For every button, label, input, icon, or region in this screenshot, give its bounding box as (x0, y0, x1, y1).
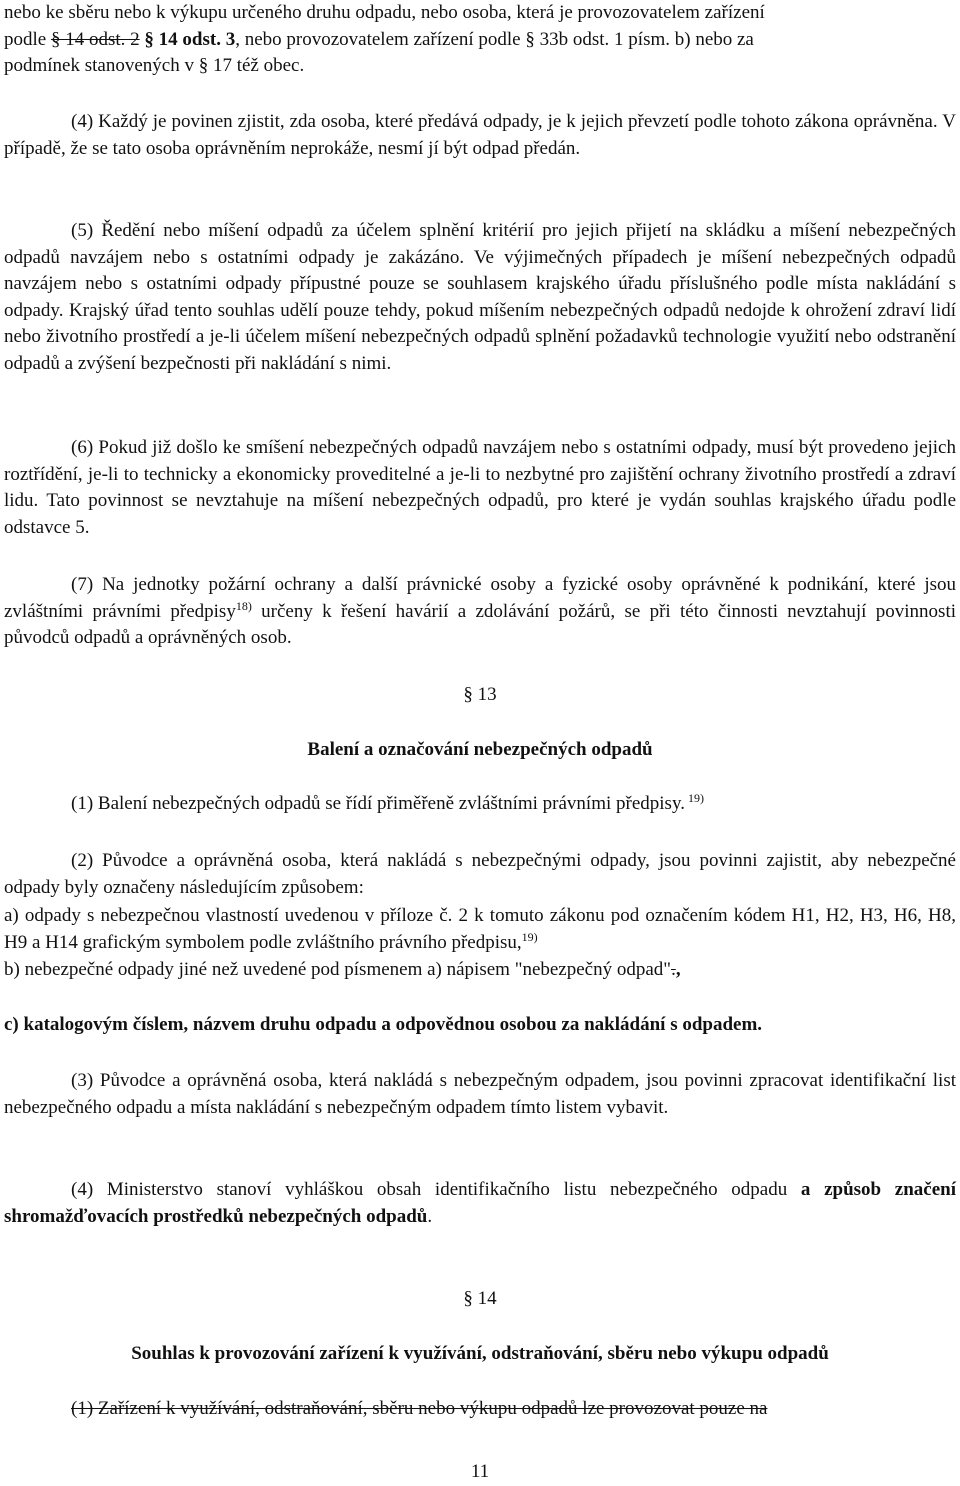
intro-line-3: podmínek stanovených v § 17 též obec. (4, 55, 305, 76)
section-14-number: § 14 (463, 1288, 497, 1309)
struck-reference: § 14 odst. 2 (50, 28, 140, 50)
footnote-ref-19: 19) (684, 791, 704, 805)
paragraph-13-1: (1) Balení nebezpečných odpadů se řídí přiměřeně zvláštními právními předpisy. $^{19)}$ (71, 791, 704, 814)
intro-line-1: nebo ke sběru nebo k výkupu určeného druhu odpadu, nebo osoba, která je provozovatelem zařízení (4, 2, 765, 23)
paragraph-13-2: (2) Původce a oprávněná osoba, která nakládá s nebezpečnými odpady, jsou povinni zajistit, aby nebezpečné odpady byly označeny následujícím způsobem: a) odpady s nebezpečnou vlastností uvedenou v příloze č. 2 k tomuto zákonu pod označením kódem H1, H2, H3, H6, H8, H9 a H14 grafickým symbolem podle zvláštního právního předpisu,$^{19)}$ (4, 850, 956, 953)
footnote-ref-18: 18) (235, 598, 252, 613)
paragraph-12-5: (5) Ředění nebo míšení odpadů za účelem splnění kritérií pro jejich přijetí na skládku a míšení nebezpečných odpadů navzájem nebo s ostatními odpady je zakázáno. Ve výjimečných případech je míšení nebezpečných odpadů navzájem nebo s ostatními odpady přípustné pouze se souhlasem krajského úřadu příslušného podle místa nakládání s odpady. Krajský úřad tento souhlas udělí pouze tehdy, pokud míšením nebezpečných odpadů nedojde k ohrožení zdraví lidí nebo životního prostředí a je-li účelem míšení nebezpečných odpadů splnění požadavků technologie využití nebo odstranění odpadů a zvýšení bezpečnosti při nakládání s nimi. (4, 220, 956, 374)
struck-period: . (671, 959, 676, 980)
section-14-title: Souhlas k provozování zařízení k využívání, odstraňování, sběru nebo výkupu odpadů (131, 1343, 829, 1364)
paragraph-13-4: (4) Ministerstvo stanoví vyhláškou obsah identifikačního listu nebezpečného odpadu a způsob značení shromažďovacích prostředků nebezpečných odpadů. (4, 1179, 957, 1227)
footnote-ref-19b: 19) (521, 929, 538, 944)
item-13-2-b: b) nebezpečné odpady jiné než uvedené pod písmenem a) nápisem "nebezpečný odpad"., (4, 959, 681, 980)
page-number: 11 (470, 1461, 490, 1482)
paragraph-12-4: (4) Každý je povinen zjistit, zda osoba, které předává odpady, je k jejich převzetí podle tohoto zákona oprávněna. V případě, že se tato osoba oprávněním neprokáže, nesmí jí být odpad předán. (4, 111, 956, 159)
section-13-title: Balení a označování nebezpečných odpadů (307, 739, 653, 760)
intro-paragraph (4, 0, 956, 80)
paragraph-13-3: (3) Původce a oprávněná osoba, která nakládá s nebezpečným odpadem, jsou povinni zpracovat identifikační list nebezpečného odpadu a místa nakládání s nebezpečným odpadem tímto listem vybavit. (4, 1070, 956, 1118)
paragraph-14-1: (1) Zařízení k využívání, odstraňování, sběru nebo výkupu odpadů lze provozovat pouze na (71, 1398, 768, 1419)
paragraph-12-7: (7) Na jednotky požární ochrany a další právnické osoby a fyzické osoby oprávněné k podnikání, které jsou zvláštními právními předpisy$^{18)}$ určeny k řešení havárií a zdolávání požárů, se při této činnosti nevztahují povinnosti původců odpadů a oprávněných osob. (4, 574, 956, 648)
item-13-2-c: c) katalogovým číslem, názvem druhu odpadu a odpovědnou osobou za nakládání s odpadem. (4, 1014, 763, 1035)
section-13-number: § 13 (463, 684, 497, 705)
paragraph-12-6: (6) Pokud již došlo ke smíšení nebezpečných odpadů navzájem nebo s ostatními odpady, musí být provedeno jejich roztřídění, je-li to technicky a ekonomicky proveditelné a je-li to nezbytné pro zajištění ochrany životního prostředí a zdraví lidu. Tato povinnost se nevztahuje na míšení nebezpečných odpadů, pro které je vydán souhlas krajského úřadu podle odstavce 5. (4, 437, 956, 538)
inserted-reference: § 14 odst. 3 (144, 28, 236, 50)
intro-line-2: podle § 14 odst. 2 § 14 odst. 3, nebo provozovatelem zařízení podle § 33b odst. 1 písm. b) nebo za (4, 28, 754, 50)
